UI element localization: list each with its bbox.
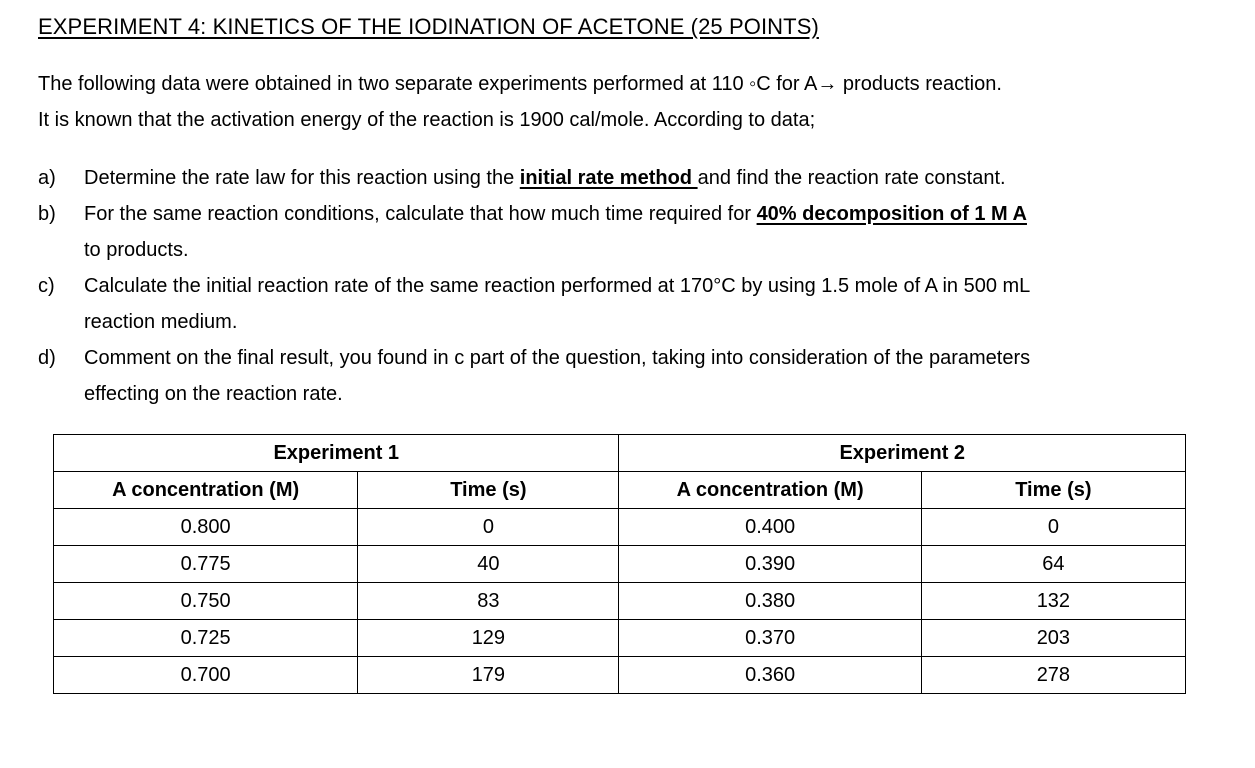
table-row (54, 509, 1186, 546)
table-cell: 40 (358, 546, 619, 583)
intro-paragraph (38, 66, 1228, 138)
question-d (38, 340, 1228, 412)
question-marker: d) (38, 347, 56, 369)
experiment-data-table (53, 434, 1186, 694)
question-a-line-1 (84, 160, 1228, 196)
table-cell: 0.370 (619, 620, 921, 657)
table-cell: 0.800 (54, 509, 358, 546)
question-d-line-1: Comment on the final result, you found in c part of the question, taking into consideration of the parameters (84, 347, 1031, 369)
intro-line-1: The following data were obtained in two separate experiments performed at 110 ◦C for A→ products reaction. (38, 73, 1002, 95)
column-header: A concentration (M) (54, 472, 358, 509)
question-c-line-1: Calculate the initial reaction rate of the same reaction performed at 170°C by using 1.5 mole of A in 500 mL (84, 275, 1031, 297)
question-b (38, 196, 1228, 268)
table-row (54, 657, 1186, 694)
table-cell: 0 (358, 509, 619, 546)
question-c-line-2: reaction medium. (84, 311, 238, 333)
table-cell: 83 (358, 583, 619, 620)
table-cell: 0.750 (54, 583, 358, 620)
question-b-line-2: to products. (84, 239, 189, 261)
table-cell: 132 (921, 583, 1185, 620)
experiment-header-row (54, 435, 1186, 472)
table-cell: 0.700 (54, 657, 358, 694)
question-b-emphasis: 40% decomposition of 1 M A (756, 203, 1027, 225)
experiment-1-header: Experiment 1 (54, 435, 619, 472)
question-a-text: Determine the rate law for this reaction using the (84, 167, 520, 189)
question-a-emphasis: initial rate method (519, 167, 698, 189)
table-row (54, 583, 1186, 620)
table-cell: 0.360 (619, 657, 921, 694)
experiment-2-header: Experiment 2 (619, 435, 1186, 472)
intro-line-2: It is known that the activation energy of the reaction is 1900 cal/mole. According to data; (38, 109, 816, 131)
table-cell: 129 (358, 620, 619, 657)
question-a-text-end: and find the reaction rate constant. (697, 167, 1006, 189)
question-a (38, 160, 1228, 196)
table-cell: 64 (921, 546, 1185, 583)
question-d-line-2: effecting on the reaction rate. (84, 383, 343, 405)
column-header: A concentration (M) (619, 472, 921, 509)
table-row (54, 546, 1186, 583)
question-list (38, 160, 1228, 412)
table-cell: 278 (921, 657, 1185, 694)
page-title: EXPERIMENT 4: KINETICS OF THE IODINATION OF ACETONE (25 POINTS) (38, 14, 819, 39)
column-header: Time (s) (921, 472, 1185, 509)
table-cell: 0.775 (54, 546, 358, 583)
table-cell: 0.380 (619, 583, 921, 620)
question-b-text: For the same reaction conditions, calculate that how much time required for (84, 203, 757, 225)
table-cell: 0.725 (54, 620, 358, 657)
question-marker: a) (38, 167, 56, 189)
question-b-line-1 (84, 196, 1228, 232)
question-marker: c) (38, 275, 55, 297)
question-c (38, 268, 1228, 340)
table-cell: 179 (358, 657, 619, 694)
table-cell: 203 (921, 620, 1185, 657)
table-cell: 0.390 (619, 546, 921, 583)
table-cell: 0 (921, 509, 1185, 546)
question-marker: b) (38, 203, 56, 225)
column-header: Time (s) (358, 472, 619, 509)
table-row (54, 620, 1186, 657)
column-header-row (54, 472, 1186, 509)
table-cell: 0.400 (619, 509, 921, 546)
